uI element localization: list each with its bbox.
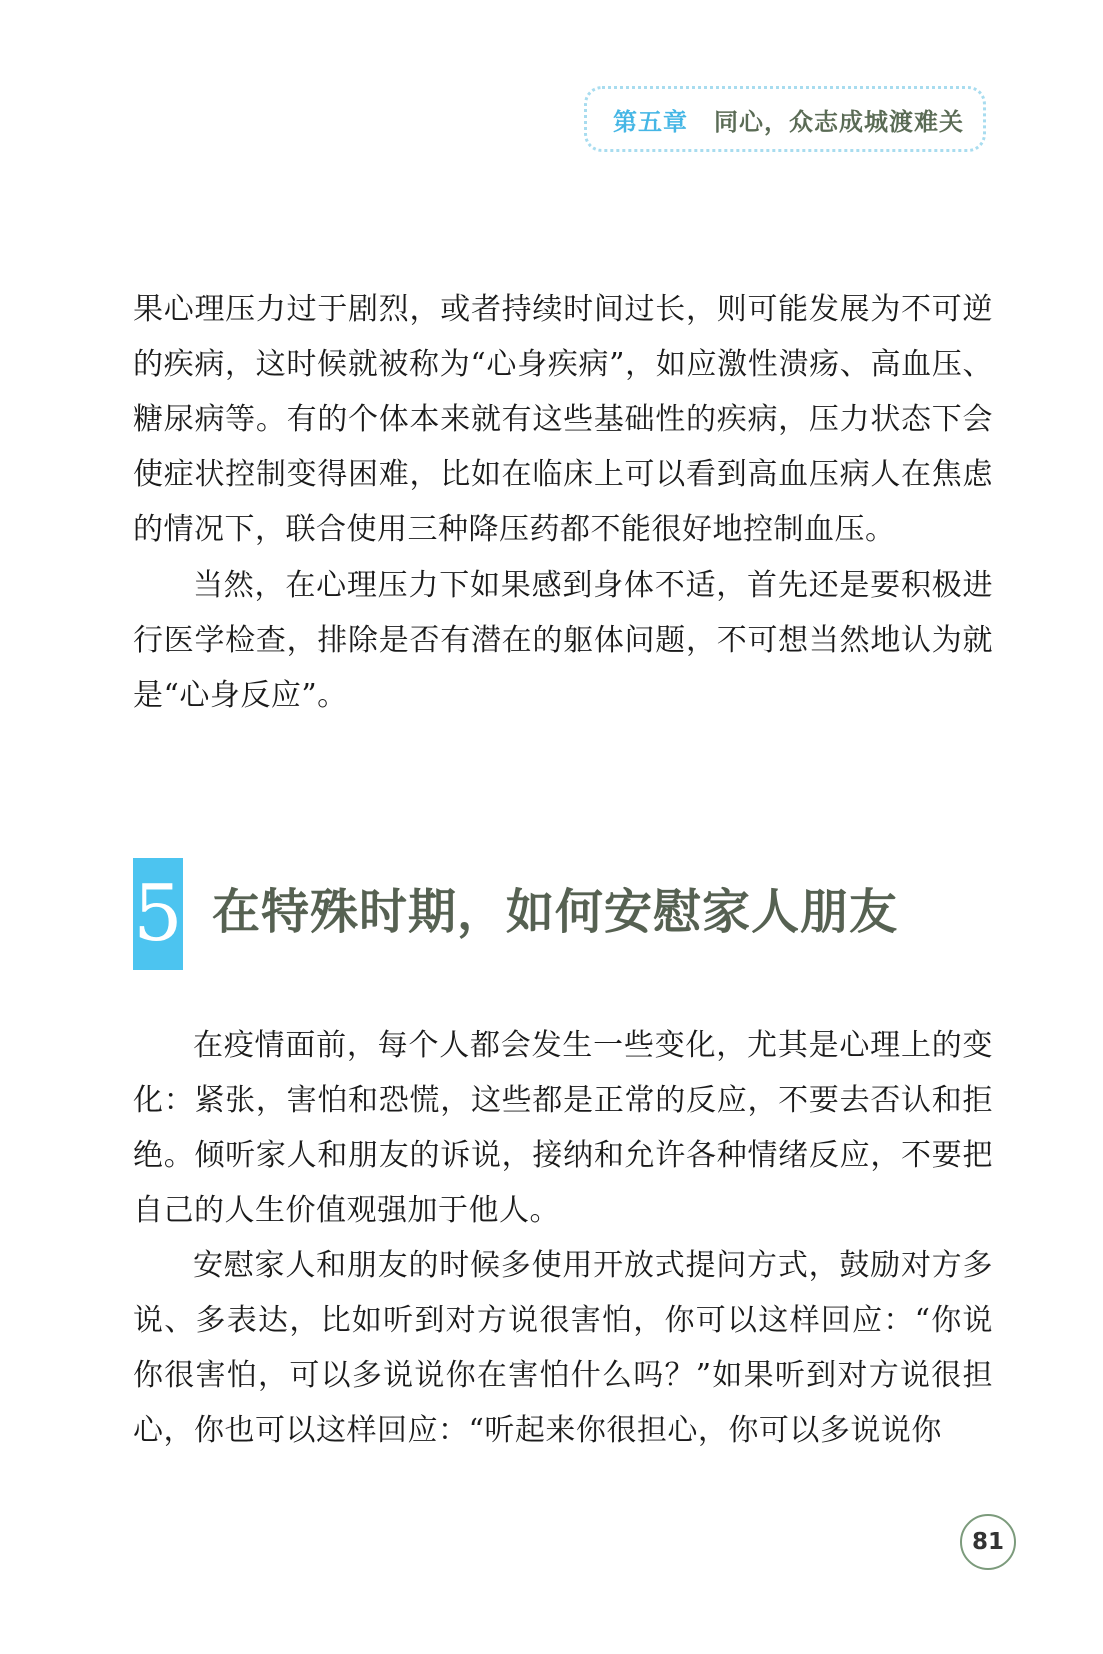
body-paragraph: 安慰家人和朋友的时候多使用开放式提问方式，鼓励对方多说、多表达，比如听到对方说很害怕，你可以这样回应：“你说你很害怕，可以多说说你在害怕什么吗？”如果听到对方说很担心，你也可以这样回应：“听起来你很担心，你可以多说说你 xyxy=(133,1248,993,1448)
body-paragraph-continued: 果心理压力过于剧烈，或者持续时间过长，则可能发展为不可逆的疾病，这时候就被称为“心身疾病”，如应激性溃疡、高血压、糖尿病等。有的个体本来就有这些基础性的疾病，压力状态下会使症状控制变得困难，比如在临床上可以看到高血压病人在焦虑的情况下，联合使用三种降压药都不能很好地控制血压。 xyxy=(133,292,993,547)
page-number-text: 81 xyxy=(971,1529,1004,1555)
page-number xyxy=(960,1514,1016,1570)
chapter-header-badge xyxy=(584,86,986,152)
chapter-title: 同心，众志成城渡难关 xyxy=(714,107,964,136)
section-number: 5 xyxy=(133,869,183,959)
chapter-number: 第五章 xyxy=(613,107,688,136)
section-heading: 在特殊时期，如何安慰家人朋友 xyxy=(212,884,899,940)
body-paragraph: 当然，在心理压力下如果感到身体不适，首先还是要积极进行医学检查，排除是否有潜在的躯体问题，不可想当然地认为就是“心身反应”。 xyxy=(133,568,993,713)
section-number-badge xyxy=(133,858,183,970)
body-paragraph: 在疫情面前，每个人都会发生一些变化，尤其是心理上的变化：紧张，害怕和恐慌，这些都是正常的反应，不要去否认和拒绝。倾听家人和朋友的诉说，接纳和允许各种情绪反应，不要把自己的人生价值观强加于他人。 xyxy=(133,1028,993,1228)
